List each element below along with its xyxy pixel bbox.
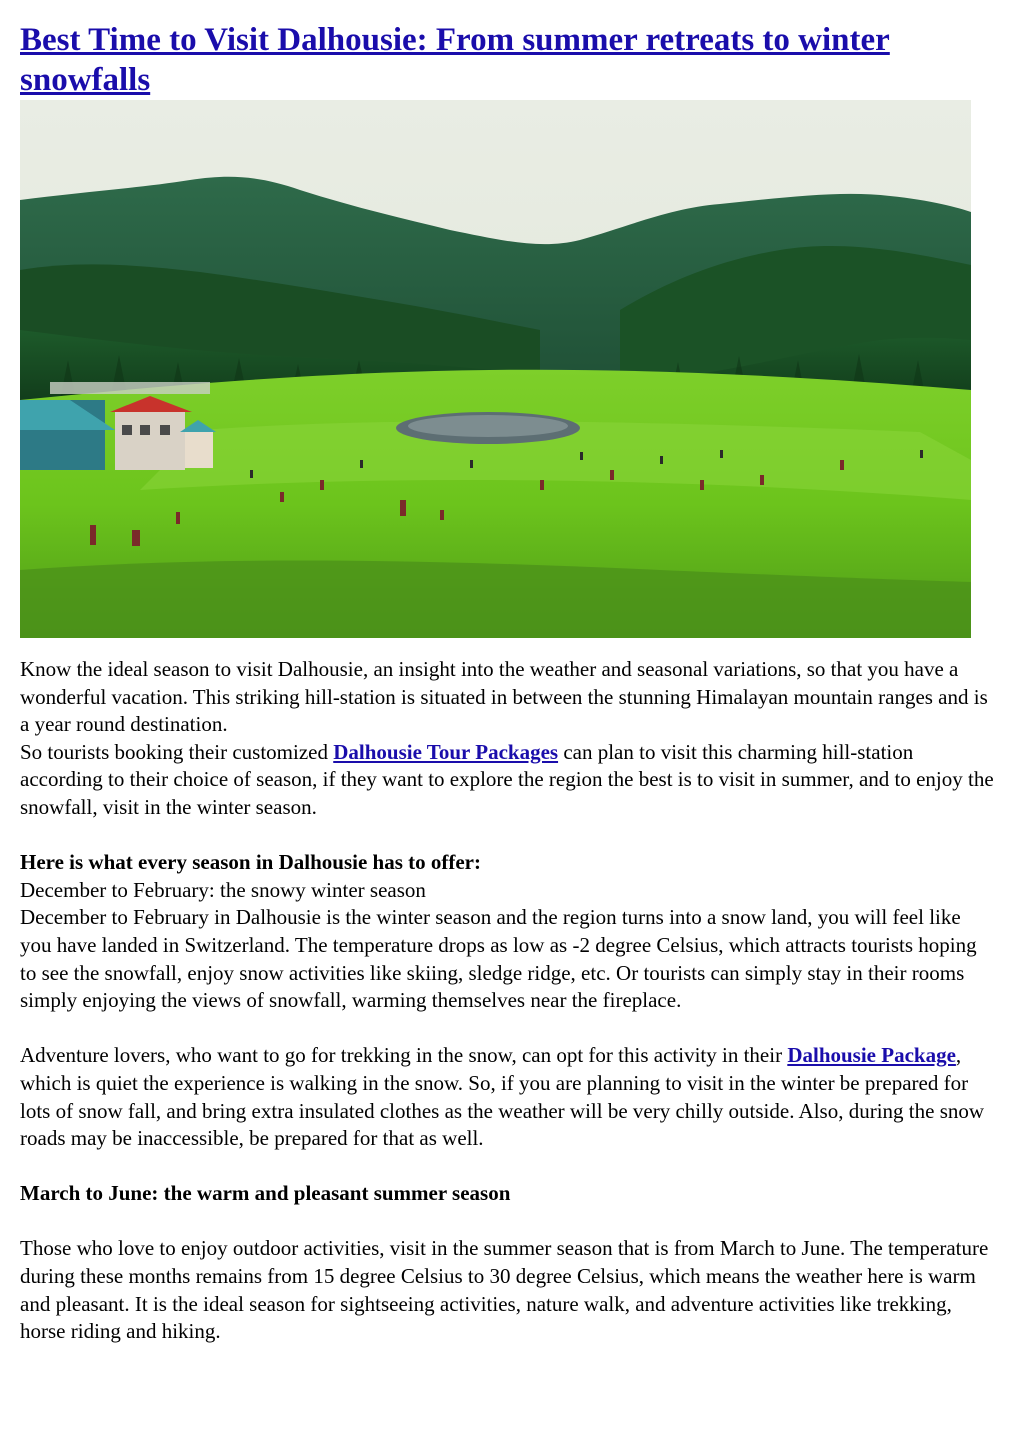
spacer (20, 822, 995, 850)
spacer (20, 1015, 995, 1043)
winter-p2-before: Adventure lovers, who want to go for trekking in the snow, can opt for this activity in their (20, 1043, 788, 1068)
summer-paragraph-1: Those who love to enjoy outdoor activities, visit in the summer season that is from March to June. The temperature during these months remains from 15 degree Celsius to 30 degree Celsius, which means the weather here is warm and pleasant. It is the ideal season for sightseeing activities, nature walk, and adventure activities like trekking, horse riding and hiking. (20, 1236, 989, 1344)
intro-paragraph-1: Know the ideal season to visit Dalhousie, an insight into the weather and seasonal variations, so that you have a wonderful vacation. This striking hill-station is situated in between the stunning Himalayan mountain ranges and is a year round destination. (20, 657, 988, 737)
article-body (20, 656, 995, 1346)
intro-p2-before: So tourists booking their customized (20, 739, 334, 764)
seasons-heading: Here is what every season in Dalhousie has to offer: (20, 850, 481, 875)
intro-paragraph-2 (20, 739, 995, 822)
winter-paragraph-1: December to February in Dalhousie is the winter season and the region turns into a snow land, you will feel like you have landed in Switzerland. The temperature drops as low as -2 degree Celsius, which attracts tourists hoping to see the snowfall, enjoy snow activities like skiing, sledge ridge, etc. Or tourists can simply stay in their rooms simply enjoying the views of snowfall, warming themselves near the fireplace. (20, 905, 977, 1013)
dalhousie-tour-packages-link[interactable]: Dalhousie Tour Packages (333, 739, 559, 764)
winter-p2-after: , which is quiet the experience is walking in the snow. So, if you are planning to visit in the winter be prepared for lots of snow fall, and bring extra insulated clothes as the weather will be very chilly outside. Also, during the snow roads may be inaccessible, be prepared for that as well. (20, 1043, 985, 1151)
dalhousie-package-link[interactable]: Dalhousie Package (787, 1043, 956, 1068)
intro-p2-after: can plan to visit this charming hill-station according to their choice of season, if they want to explore the region the best is to visit in summer, and to enjoy the snowfall, visit in the winter season. (20, 739, 994, 819)
spacer (20, 1208, 995, 1236)
hero-landscape-image (20, 100, 971, 638)
document-page (20, 20, 995, 1346)
summer-heading: March to June: the warm and pleasant summer season (20, 1181, 511, 1206)
winter-paragraph-2 (20, 1042, 995, 1152)
winter-subheading: December to February: the snowy winter season (20, 877, 426, 902)
spacer (20, 1153, 995, 1181)
page-title-link[interactable]: Best Time to Visit Dalhousie: From summer retreats to winter snowfalls (20, 22, 890, 98)
